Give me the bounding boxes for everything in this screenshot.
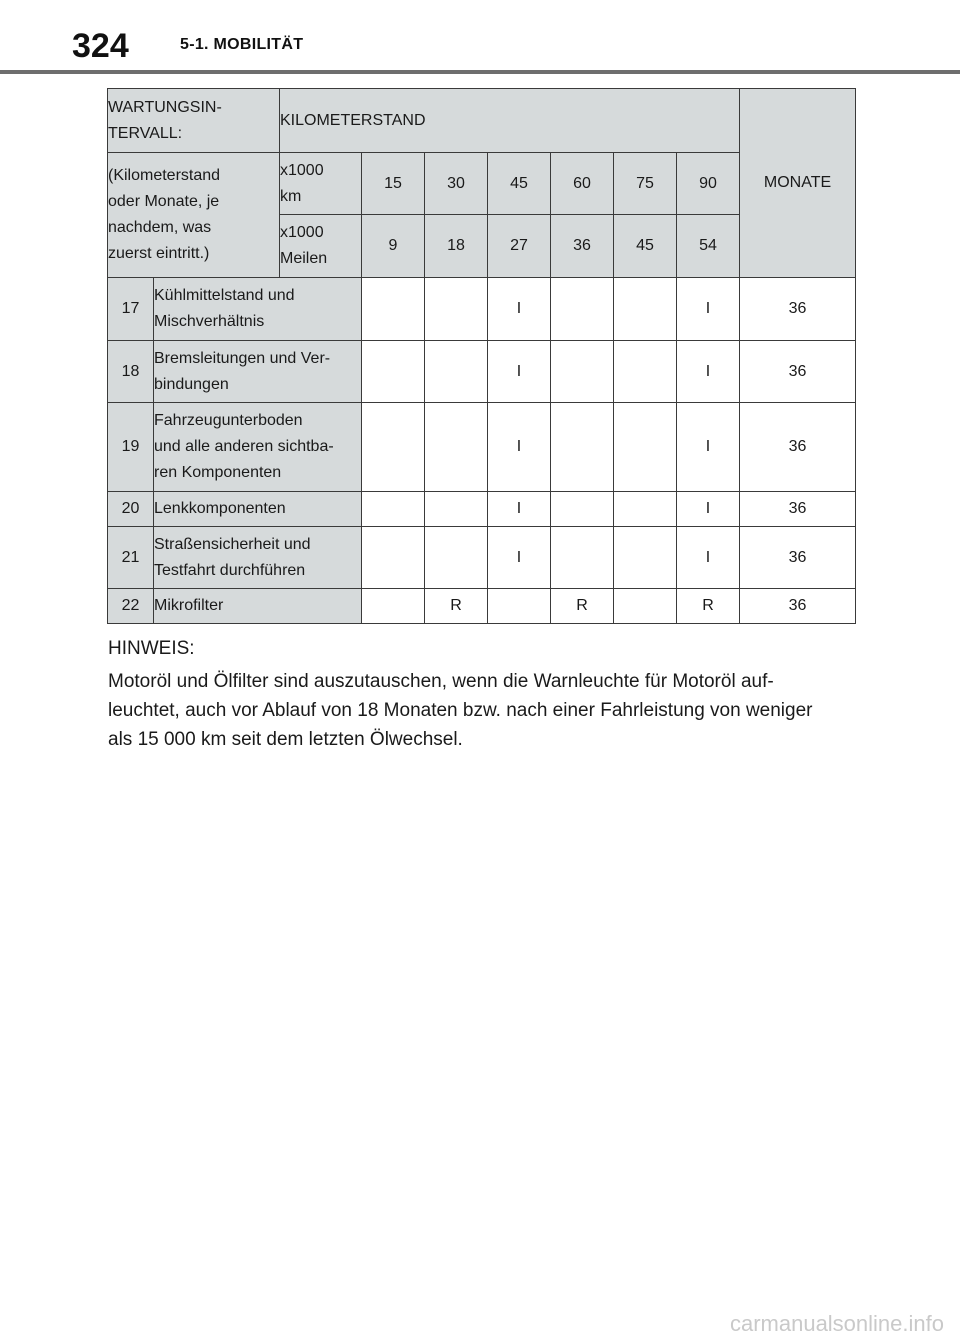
row-cell: I bbox=[488, 527, 551, 589]
row-number: 22 bbox=[108, 589, 154, 624]
row-cell: I bbox=[677, 403, 740, 492]
row-cell: I bbox=[677, 492, 740, 527]
row-cell: I bbox=[677, 341, 740, 403]
row-months: 36 bbox=[740, 589, 856, 624]
odometer-label: KILOMETERSTAND bbox=[280, 89, 740, 153]
row-number: 18 bbox=[108, 341, 154, 403]
row-cell bbox=[614, 589, 677, 624]
page-number: 324 bbox=[72, 27, 129, 65]
row-item: Fahrzeugunterboden und alle anderen sichtba- ren Komponenten bbox=[154, 403, 362, 492]
row-cell: R bbox=[425, 589, 488, 624]
miles-value: 18 bbox=[425, 215, 488, 278]
row-number: 17 bbox=[108, 278, 154, 341]
km-value: 60 bbox=[551, 153, 614, 215]
row-cell: I bbox=[488, 341, 551, 403]
row-months: 36 bbox=[740, 341, 856, 403]
note-line: leuchtet, auch vor Ablauf von 18 Monaten bzw. nach einer Fahrleistung von weniger bbox=[108, 700, 813, 721]
note-heading: HINWEIS: bbox=[108, 638, 195, 659]
km-value: 30 bbox=[425, 153, 488, 215]
header-divider bbox=[0, 70, 960, 74]
km-value: 75 bbox=[614, 153, 677, 215]
row-cell: I bbox=[488, 278, 551, 341]
row-cell bbox=[425, 278, 488, 341]
months-label: MONATE bbox=[740, 89, 856, 278]
table-row bbox=[108, 341, 856, 403]
miles-unit: x1000 Meilen bbox=[280, 215, 362, 278]
row-cell bbox=[362, 589, 425, 624]
section-title: 5-1. MOBILITÄT bbox=[180, 36, 304, 53]
row-item: Lenkkomponenten bbox=[154, 492, 362, 527]
row-cell bbox=[488, 589, 551, 624]
row-cell bbox=[425, 527, 488, 589]
row-cell bbox=[425, 403, 488, 492]
table-row bbox=[108, 589, 856, 624]
row-cell bbox=[614, 403, 677, 492]
row-cell bbox=[551, 403, 614, 492]
miles-value: 45 bbox=[614, 215, 677, 278]
row-cell bbox=[614, 492, 677, 527]
km-value: 90 bbox=[677, 153, 740, 215]
row-cell bbox=[362, 278, 425, 341]
row-cell bbox=[362, 403, 425, 492]
table-row bbox=[108, 527, 856, 589]
km-unit: x1000 km bbox=[280, 153, 362, 215]
row-cell bbox=[425, 341, 488, 403]
row-cell bbox=[362, 341, 425, 403]
row-months: 36 bbox=[740, 527, 856, 589]
row-item: Mikrofilter bbox=[154, 589, 362, 624]
miles-value: 27 bbox=[488, 215, 551, 278]
row-cell bbox=[614, 527, 677, 589]
interval-note: (Kilometerstand oder Monate, je nachdem, was zuerst eintritt.) bbox=[108, 153, 280, 278]
row-item: Straßensicherheit und Testfahrt durchführen bbox=[154, 527, 362, 589]
row-cell bbox=[614, 341, 677, 403]
row-cell: R bbox=[551, 589, 614, 624]
row-cell bbox=[425, 492, 488, 527]
page-header bbox=[0, 0, 960, 76]
miles-value: 9 bbox=[362, 215, 425, 278]
row-cell bbox=[362, 492, 425, 527]
row-cell bbox=[551, 492, 614, 527]
note-line: Motoröl und Ölfilter sind auszutauschen, wenn die Warnleuchte für Motoröl auf- bbox=[108, 671, 774, 692]
row-cell bbox=[551, 527, 614, 589]
km-value: 15 bbox=[362, 153, 425, 215]
row-cell: I bbox=[677, 527, 740, 589]
km-value: 45 bbox=[488, 153, 551, 215]
row-number: 20 bbox=[108, 492, 154, 527]
row-cell bbox=[362, 527, 425, 589]
row-cell: I bbox=[488, 403, 551, 492]
row-months: 36 bbox=[740, 403, 856, 492]
row-cell bbox=[614, 278, 677, 341]
table-row bbox=[108, 492, 856, 527]
interval-label: WARTUNGSIN- TERVALL: bbox=[108, 89, 280, 153]
table-row bbox=[108, 278, 856, 341]
row-cell bbox=[551, 278, 614, 341]
miles-value: 36 bbox=[551, 215, 614, 278]
miles-value: 54 bbox=[677, 215, 740, 278]
row-months: 36 bbox=[740, 492, 856, 527]
row-cell: R bbox=[677, 589, 740, 624]
row-number: 19 bbox=[108, 403, 154, 492]
row-number: 21 bbox=[108, 527, 154, 589]
row-item: Kühlmittelstand und Mischverhältnis bbox=[154, 278, 362, 341]
row-cell: I bbox=[488, 492, 551, 527]
watermark: carmanualsonline.info bbox=[729, 1311, 944, 1336]
row-months: 36 bbox=[740, 278, 856, 341]
maintenance-table bbox=[107, 88, 856, 624]
note-line: als 15 000 km seit dem letzten Ölwechsel. bbox=[108, 729, 463, 750]
row-cell: I bbox=[677, 278, 740, 341]
row-item: Bremsleitungen und Ver- bindungen bbox=[154, 341, 362, 403]
table-row bbox=[108, 403, 856, 492]
note-block bbox=[108, 634, 860, 754]
row-cell bbox=[551, 341, 614, 403]
